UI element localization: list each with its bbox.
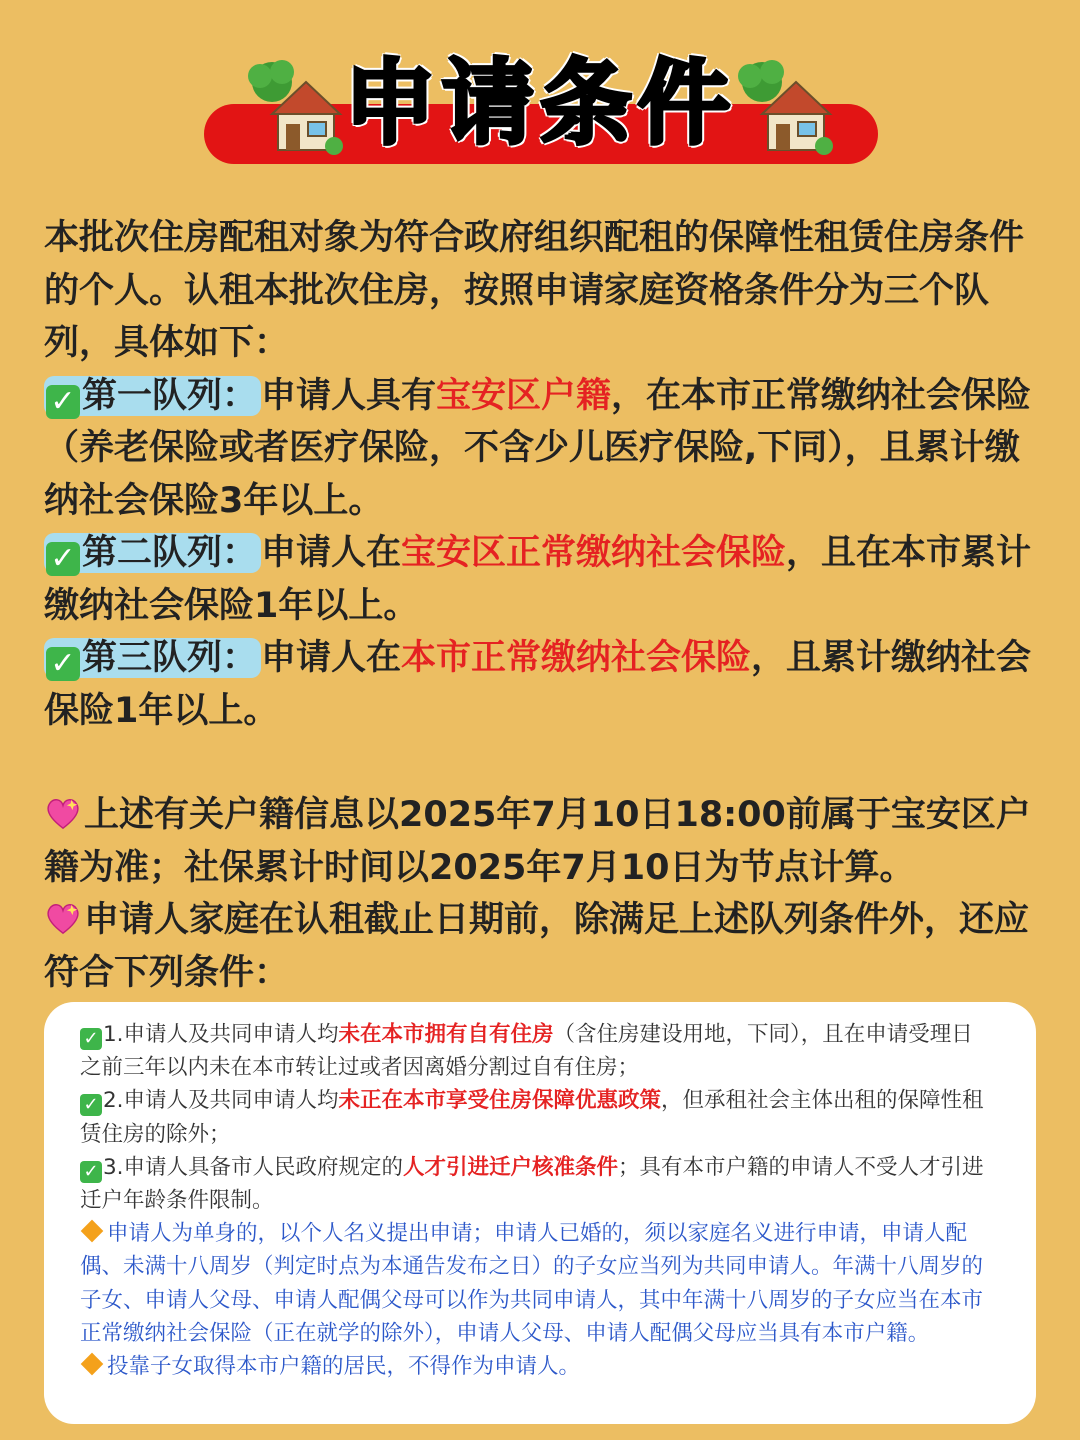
blue-note-text: 投靠子女取得本市户籍的居民，不得作为申请人。 [107, 1354, 581, 1380]
condition-item [80, 1151, 992, 1217]
queue-highlight: 宝安区正常缴纳社会保险 [401, 533, 787, 573]
queue-text: ，且在本市累计缴纳社会保险1年以上。 [44, 533, 1032, 626]
queue-label [44, 638, 261, 681]
diamond-icon [81, 1353, 104, 1376]
blue-note [80, 1350, 992, 1383]
queue-label [44, 375, 261, 419]
check-icon: ✓ [80, 1028, 102, 1050]
watermark [982, 1394, 1022, 1416]
queue-label-text: 第二队列： [82, 533, 258, 573]
heart-icon [44, 794, 82, 832]
diamond-icon [81, 1220, 104, 1243]
queue-highlight: 宝安区户籍 [436, 375, 612, 416]
queue-item [44, 632, 1034, 737]
conditions-card [44, 1002, 1036, 1424]
queue-item [44, 370, 1034, 528]
check-icon: ✓ [80, 1094, 102, 1116]
check-icon: ✓ [46, 647, 80, 681]
condition-item [80, 1018, 992, 1084]
queue-text: 申请人在 [261, 638, 402, 678]
blue-note [80, 1217, 992, 1350]
note-item [44, 894, 1034, 999]
condition-highlight: 人才引进迁户核准条件 [403, 1154, 619, 1180]
heart-icon [44, 899, 82, 937]
queue-label [44, 533, 261, 576]
intro-paragraph: 本批次住房配租对象为符合政府组织配租的保障性租赁住房条件的个人。认租本批次住房，按照申请家庭资格条件分为三个队列，具体如下： [44, 218, 1025, 363]
note-text: 申请人家庭在认租截止日期前，除满足上述队列条件外，还应符合下列条件： [44, 900, 1030, 993]
condition-item [80, 1084, 992, 1150]
check-icon: ✓ [80, 1161, 102, 1183]
condition-highlight: 未正在本市享受住房保障优惠政策 [338, 1088, 662, 1114]
queue-label-text: 第一队列： [82, 375, 258, 416]
queue-label-text: 第三队列： [82, 638, 258, 678]
page-title: 申请条件 [343, 50, 736, 157]
condition-text: 3.申请人具备市人民政府规定的 [103, 1154, 404, 1180]
queue-highlight: 本市正常缴纳社会保险 [401, 638, 752, 678]
note-text: 上述有关户籍信息以2025年7月10日18:00前属于宝安区户籍为准；社保累计时间以2025年7月10日为节点计算。 [44, 795, 1031, 888]
spacer [44, 737, 1034, 789]
condition-highlight: 未在本市拥有自有住房 [338, 1022, 554, 1047]
condition-text: 1.申请人及共同申请人均 [103, 1022, 339, 1047]
main-content [44, 212, 1034, 999]
check-icon: ✓ [46, 385, 80, 419]
check-icon: ✓ [46, 542, 80, 576]
condition-text: 2.申请人及共同申请人均 [103, 1088, 339, 1114]
condition-text: （含住房建设用地，下同），且在申请受理日之前三年以内未在本市转让过或者因离婚分割过自有住房； [80, 1022, 973, 1081]
queue-text: ，在本市正常缴纳社会保险（养老保险或者医疗保险，不含少儿医疗保险,下同），且累计缴纳社会保险3年以上。 [44, 375, 1032, 521]
note-item [44, 789, 1034, 894]
blue-note-text: 申请人为单身的，以个人名义提出申请；申请人已婚的，须以家庭名义进行申请，申请人配偶、未满十八周岁（判定时点为本通告发布之日）的子女应当列为共同申请人。年满十八周岁的子女、申请人父母、申请人配偶父母可以作为共同申请人，其中年满十八周岁的子女应当在本市正常缴纳社会保险（正在就学的除外），申请人父母、申请人配偶父母应当具有本市户籍。 [80, 1221, 984, 1346]
queue-text: ，且累计缴纳社会保险1年以上。 [44, 638, 1032, 731]
condition-text: ；具有本市户籍的申请人不受人才引进迁户年龄条件限制。 [80, 1154, 984, 1214]
queue-item [44, 527, 1034, 632]
condition-text: ，但承租社会主体出租的保障性租赁住房的除外； [80, 1088, 984, 1147]
queue-text: 申请人具有 [261, 375, 437, 416]
queue-text: 申请人在 [261, 533, 402, 573]
